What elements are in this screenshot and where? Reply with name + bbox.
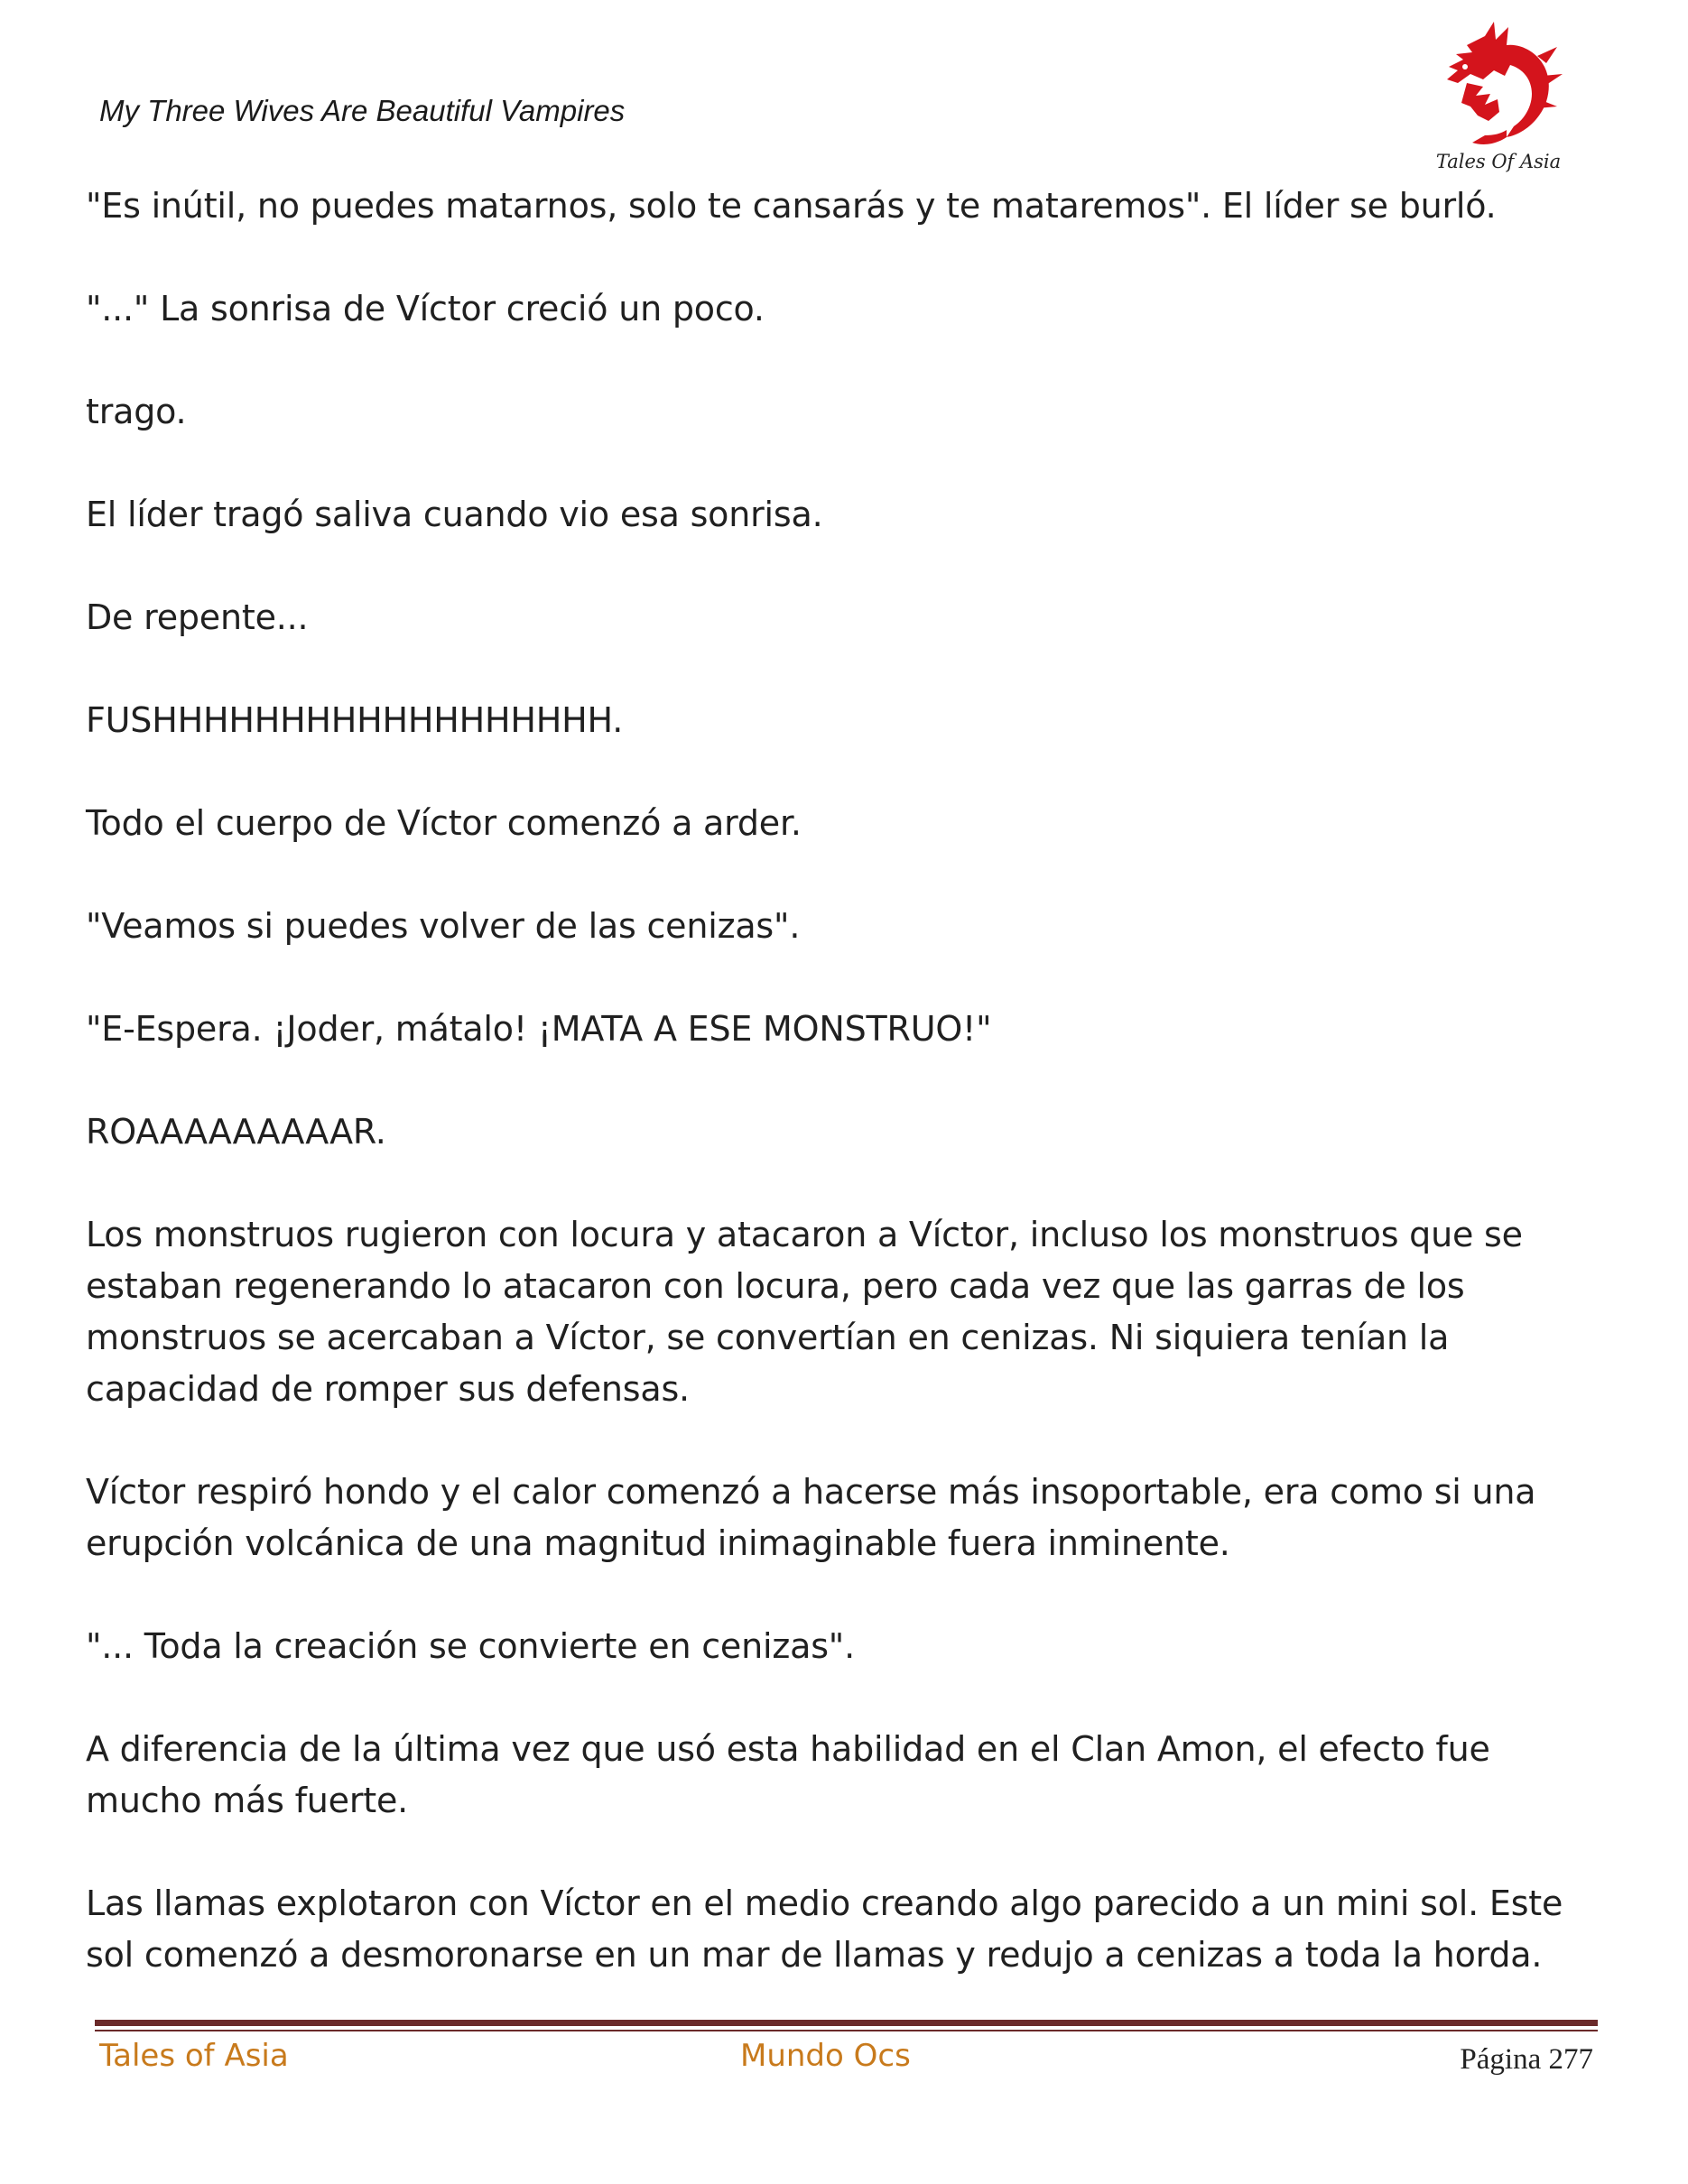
footer-divider xyxy=(95,2020,1598,2031)
paragraph: "... Toda la creación se convierte en cenizas". xyxy=(86,1626,855,1666)
paragraph: "E-Espera. ¡Joder, mátalo! ¡MATA A ESE MONSTRUO!" xyxy=(86,1009,992,1049)
paragraph: Los monstruos rugieron con locura y atacaron a Víctor, incluso los monstruos que se estaban regenerando lo atacaron con locura, pero cada vez que las garras de los monstruos se acercaban a Víctor, se convertían en cenizas. Ni siquiera tenían la capacidad de romper sus defensas. xyxy=(86,1215,1523,1409)
paragraph: A diferencia de la última vez que usó esta habilidad en el Clan Amon, el efecto fue mucho más fuerte. xyxy=(86,1729,1490,1820)
tales-of-asia-logo xyxy=(1431,20,1566,182)
paragraph: "..." La sonrisa de Víctor creció un poco. xyxy=(86,289,765,329)
footer-divider-thin xyxy=(95,2030,1598,2031)
red-dragon-icon xyxy=(1431,20,1566,155)
paragraph: Víctor respiró hondo y el calor comenzó a hacerse más insoportable, era como si una erupción volcánica de una magnitud inimaginable fuera inminente. xyxy=(86,1472,1536,1563)
paragraph: "Veamos si puedes volver de las cenizas". xyxy=(86,906,801,946)
paragraph: ROAAAAAAAAAR. xyxy=(86,1112,386,1152)
chapter-body xyxy=(86,180,1566,2032)
page-number: Página 277 xyxy=(1460,2043,1593,2076)
paragraph: El líder tragó saliva cuando vio esa sonrisa. xyxy=(86,495,823,534)
paragraph: "Es inútil, no puedes matarnos, solo te cansarás y te mataremos". El líder se burló. xyxy=(86,186,1497,226)
paragraph: trago. xyxy=(86,392,187,431)
paragraph: FUSHHHHHHHHHHHHHHHHHH. xyxy=(86,700,624,740)
footer-section-name: Mundo Ocs xyxy=(740,2038,911,2074)
footer-divider-thick xyxy=(95,2020,1598,2026)
footer-site-name: Tales of Asia xyxy=(99,2038,289,2074)
logo-text: Tales Of Asia xyxy=(1435,151,1562,172)
paragraph: De repente... xyxy=(86,597,309,637)
paragraph: Las llamas explotaron con Víctor en el medio creando algo parecido a un mini sol. Este sol comenzó a desmoronarse en un mar de llamas y redujo a cenizas a toda la horda. xyxy=(86,1883,1563,1975)
paragraph: Todo el cuerpo de Víctor comenzó a arder. xyxy=(86,803,802,843)
book-title: My Three Wives Are Beautiful Vampires xyxy=(99,94,626,127)
